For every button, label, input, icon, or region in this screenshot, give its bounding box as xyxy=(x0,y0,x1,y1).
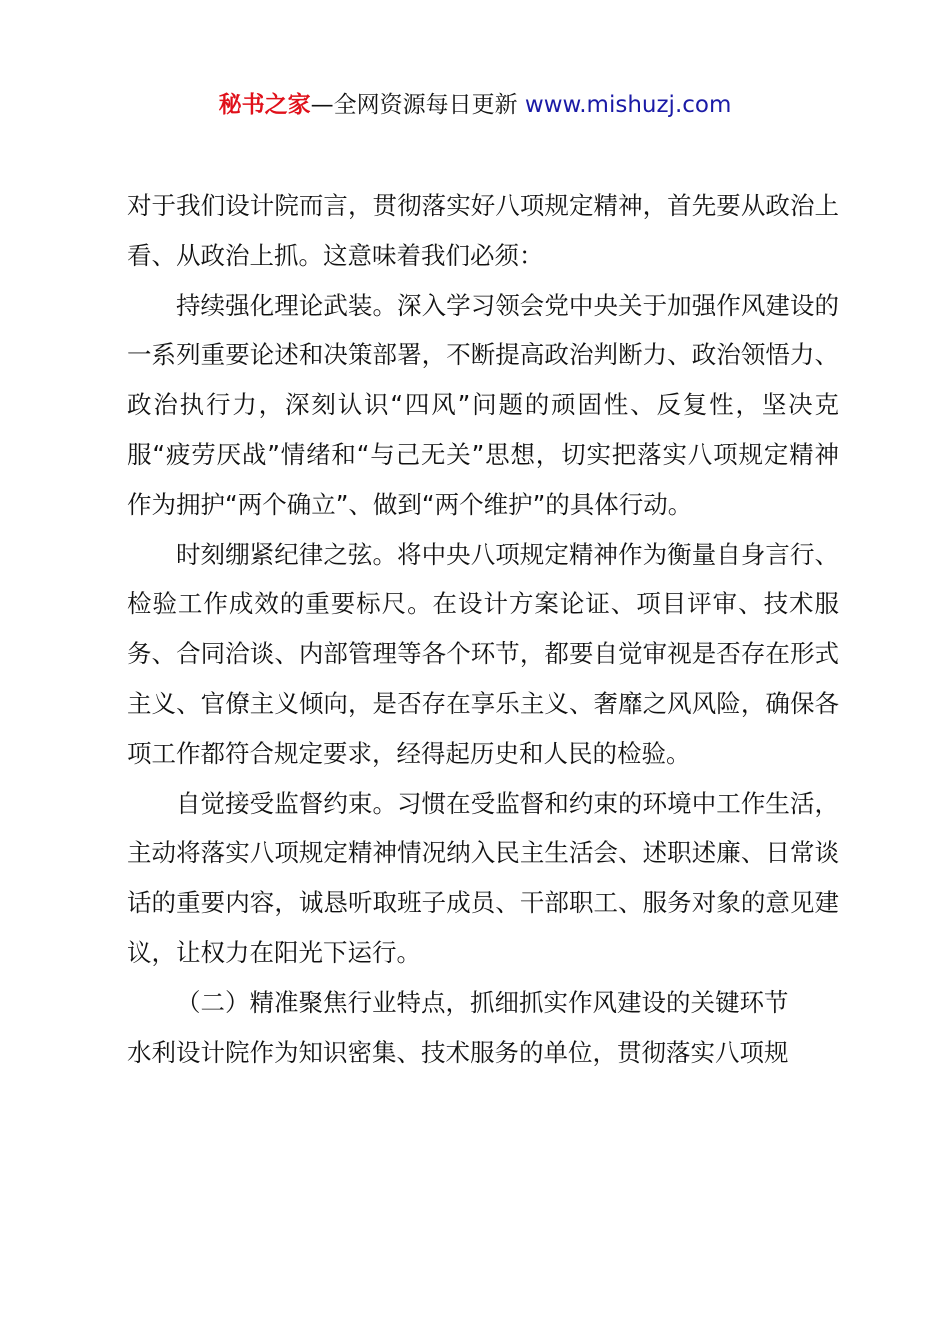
paragraph-discipline: 时刻绷紧纪律之弦。将中央八项规定精神作为衡量自身言行、检验工作成效的重要标尺。在设计方案论证、项目评审、技术服务、合同洽谈、内部管理等各个环节，都要自觉审视是否存在形式主义、官僚主义倾向，是否存在享乐主义、奢靡之风风险，确保各项工作都符合规定要求，经得起历史和人民的检验。 xyxy=(127,539,839,768)
paragraph-section-start: 水利设计院作为知识密集、技术服务的单位，贯彻落实八项规 xyxy=(127,1037,789,1067)
paragraph-theory: 持续强化理论武装。深入学习领会党中央关于加强作风建设的一系列重要论述和决策部署，不断提高政治判断力、政治领悟力、政治执行力，深刻认识“四风”问题的顽固性、反复性，坚决克服“疲劳厌战”情绪和“与己无关”思想，切实把落实八项规定精神作为拥护“两个确立”、做到“两个维护”的具体行动。 xyxy=(127,290,839,519)
site-tagline: —全网资源每日更新 xyxy=(310,92,518,118)
document-body xyxy=(127,181,839,1077)
paragraph-supervision: 自觉接受监督约束。习惯在受监督和约束的环境中工作生活，主动将落实八项规定精神情况纳入民主生活会、述职述廉、日常谈话的重要内容，诚恳听取班子成员、干部职工、服务对象的意见建议，让权力在阳光下运行。 xyxy=(127,788,839,967)
site-brand: 秘书之家 xyxy=(218,92,311,118)
document-header xyxy=(0,88,950,122)
paragraph-intro: 对于我们设计院而言，贯彻落实好八项规定精神，首先要从政治上看、从政治上抓。这意味着我们必须： xyxy=(127,191,839,270)
section-heading: （二）精准聚焦行业特点，抓细抓实作风建设的关键环节 xyxy=(176,987,789,1017)
site-url[interactable]: www.mishuzj.com xyxy=(524,92,732,118)
